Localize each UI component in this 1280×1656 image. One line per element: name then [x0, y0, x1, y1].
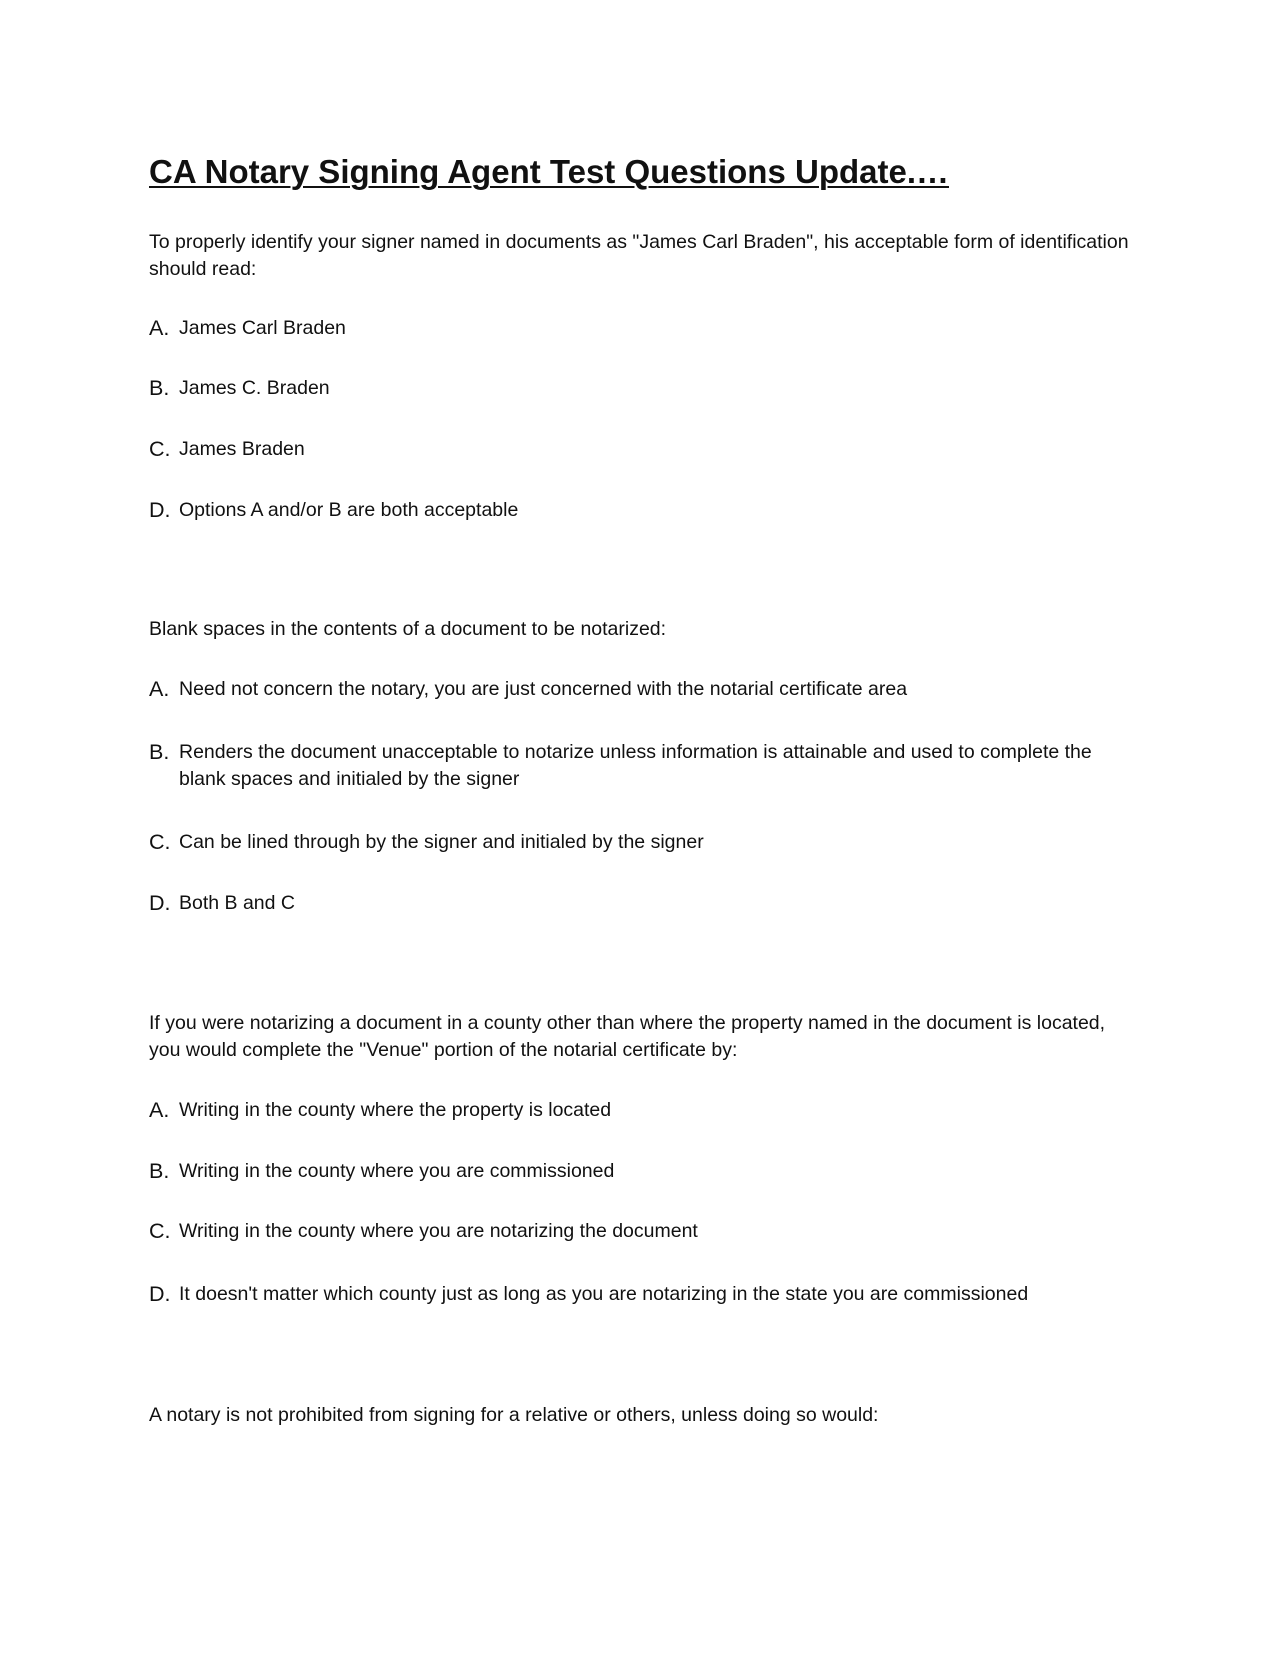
answer-option-2b: [149, 739, 1139, 793]
option-text: James Braden: [179, 438, 305, 460]
option-text: Renders the document unacceptable to notarize unless information is attainable and used to complete the blank spaces and initialed by the signer: [179, 741, 1092, 790]
question-stem: Blank spaces in the contents of a document to be notarized:: [149, 618, 667, 640]
option-text: Writing in the county where you are notarizing the document: [179, 1220, 698, 1242]
answer-option-1b: [149, 375, 1139, 402]
question-4: [149, 1402, 1139, 1429]
option-letter: B.: [149, 740, 170, 764]
option-text: Both B and C: [179, 892, 295, 914]
option-text: Can be lined through by the signer and initialed by the signer: [179, 831, 704, 853]
option-letter: C.: [149, 830, 171, 854]
question-stem: A notary is not prohibited from signing for a relative or others, unless doing so would:: [149, 1404, 879, 1426]
option-text: Options A and/or B are both acceptable: [179, 499, 519, 521]
option-letter: B.: [149, 1159, 170, 1183]
option-text: Writing in the county where you are commissioned: [179, 1160, 615, 1182]
option-text: James C. Braden: [179, 377, 330, 399]
document-page: [149, 0, 1149, 1656]
option-letter: D.: [149, 498, 171, 522]
question-stem: If you were notarizing a document in a county other than where the property named in the document is located, you would complete the "Venue" portion of the notarial certificate by:: [149, 1012, 1106, 1061]
question-stem: To properly identify your signer named in documents as "James Carl Braden", his acceptable form of identification should read:: [149, 231, 1129, 280]
option-text: James Carl Braden: [179, 317, 346, 339]
answer-option-3b: [149, 1158, 1139, 1185]
answer-option-2d: [149, 890, 1139, 917]
answer-option-1d: [149, 497, 1139, 524]
option-letter: D.: [149, 1282, 171, 1306]
option-text: It doesn't matter which county just as long as you are notarizing in the state you are commissioned: [179, 1283, 1029, 1305]
option-letter: A.: [149, 1098, 170, 1122]
option-letter: C.: [149, 437, 171, 461]
question-2: [149, 616, 1139, 643]
question-3: [149, 1010, 1139, 1064]
option-text: Need not concern the notary, you are just concerned with the notarial certificate area: [179, 678, 908, 700]
answer-option-2c: [149, 829, 1139, 856]
option-letter: D.: [149, 891, 171, 915]
answer-option-3a: [149, 1097, 1139, 1124]
document-title: CA Notary Signing Agent Test Questions Update.…: [149, 153, 949, 190]
answer-option-1a: [149, 315, 1139, 342]
answer-option-1c: [149, 436, 1139, 463]
option-letter: C.: [149, 1219, 171, 1243]
option-letter: B.: [149, 376, 170, 400]
option-text: Writing in the county where the property is located: [179, 1099, 612, 1121]
question-1: [149, 229, 1139, 283]
answer-option-2a: [149, 676, 1139, 703]
option-letter: A.: [149, 316, 170, 340]
option-letter: A.: [149, 677, 170, 701]
answer-option-3d: [149, 1281, 1139, 1308]
answer-option-3c: [149, 1218, 1139, 1245]
